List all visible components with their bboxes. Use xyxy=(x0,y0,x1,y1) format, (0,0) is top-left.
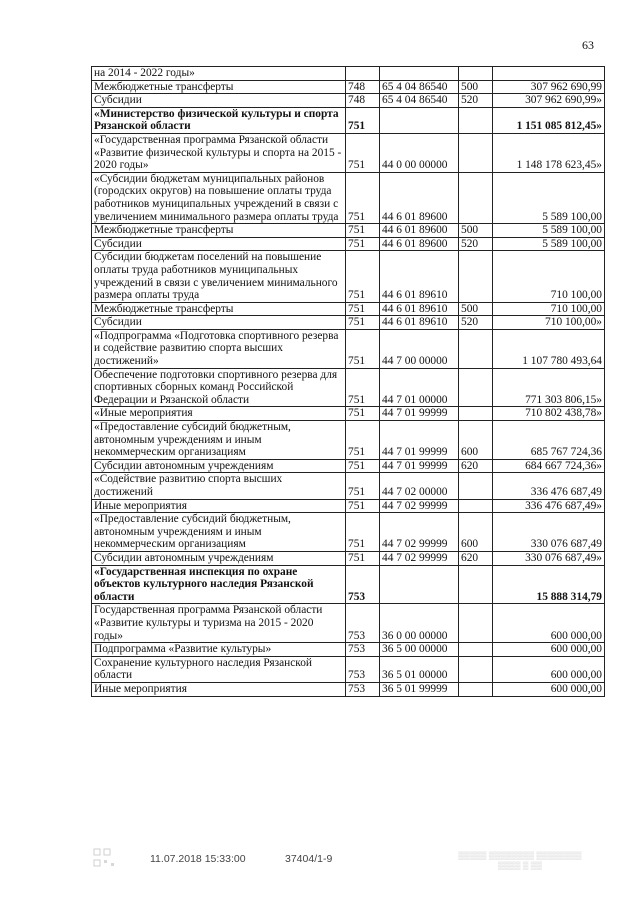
cell-amount: 600 000,00 xyxy=(493,643,605,657)
cell-amount: 336 476 687,49 xyxy=(493,473,605,499)
cell-expense-type xyxy=(459,682,493,696)
cell-code: 751 xyxy=(346,107,380,133)
cell-amount: 1 148 178 623,45» xyxy=(493,133,605,172)
cell-expense-type xyxy=(459,329,493,368)
cell-amount: 710 100,00 xyxy=(493,251,605,302)
cell-amount: 600 000,00 xyxy=(493,656,605,682)
cell-code: 751 xyxy=(346,329,380,368)
cell-amount: 710 100,00 xyxy=(493,302,605,316)
cell-article: 44 7 02 99999 xyxy=(380,499,459,513)
cell-expense-type xyxy=(459,67,493,81)
cell-name: Субсидии бюджетам поселений на повышение оплаты труда работников муниципальных учреждений в связи с увеличением минимального размера оплаты труда xyxy=(92,251,346,302)
cell-amount: 684 667 724,36» xyxy=(493,459,605,473)
cell-amount: 307 962 690,99» xyxy=(493,94,605,108)
cell-article: 44 7 02 99999 xyxy=(380,551,459,565)
cell-code: 751 xyxy=(346,172,380,223)
table-row xyxy=(92,172,605,223)
table-row xyxy=(92,224,605,238)
cell-article xyxy=(380,107,459,133)
cell-amount: 1 151 085 812,45» xyxy=(493,107,605,133)
cell-name: «Предоставление субсидий бюджетным, автономным учреждениям и иным некоммерческим организациям xyxy=(92,513,346,552)
cell-expense-type xyxy=(459,643,493,657)
cell-code: 748 xyxy=(346,80,380,94)
cell-amount: 5 589 100,00 xyxy=(493,237,605,251)
cell-expense-type xyxy=(459,656,493,682)
cell-article xyxy=(380,565,459,604)
cell-name: Сохранение культурного наследия Рязанской области xyxy=(92,656,346,682)
table-row xyxy=(92,643,605,657)
cell-amount: 1 107 780 493,64 xyxy=(493,329,605,368)
footer-doc-id: 37404/1-9 xyxy=(285,853,333,865)
footer-stamp: ▒▒▒▒▒ ▒▒▒▒▒▒▒▒ ▒▒▒▒▒▒▒▒ ▒▒▒▒ ▒ ▒▒ xyxy=(458,851,582,870)
cell-expense-type xyxy=(459,368,493,407)
cell-expense-type: 500 xyxy=(459,224,493,238)
cell-amount: 5 589 100,00 xyxy=(493,172,605,223)
table-row xyxy=(92,329,605,368)
cell-name: «Содействие развитию спорта высших достижений xyxy=(92,473,346,499)
cell-amount: 307 962 690,99 xyxy=(493,80,605,94)
budget-table-body xyxy=(92,67,605,697)
cell-code: 751 xyxy=(346,237,380,251)
cell-amount: 600 000,00 xyxy=(493,682,605,696)
cell-expense-type xyxy=(459,473,493,499)
cell-name: Субсидии автономным учреждениям xyxy=(92,459,346,473)
cell-expense-type: 520 xyxy=(459,237,493,251)
cell-expense-type xyxy=(459,107,493,133)
cell-name: «Государственная программа Рязанской области «Развитие физической культуры и спорта на 2015 - 2020 годы» xyxy=(92,133,346,172)
cell-amount: 330 076 687,49» xyxy=(493,551,605,565)
cell-amount: 600 000,00 xyxy=(493,604,605,643)
cell-article: 36 5 00 00000 xyxy=(380,643,459,657)
cell-expense-type: 520 xyxy=(459,94,493,108)
cell-article: 44 7 00 00000 xyxy=(380,329,459,368)
table-row xyxy=(92,237,605,251)
cell-code: 751 xyxy=(346,407,380,421)
cell-article: 36 5 01 99999 xyxy=(380,682,459,696)
cell-article: 65 4 04 86540 xyxy=(380,94,459,108)
cell-name: на 2014 - 2022 годы» xyxy=(92,67,346,81)
cell-article xyxy=(380,67,459,81)
budget-table xyxy=(91,66,605,697)
cell-code: 751 xyxy=(346,316,380,330)
table-row xyxy=(92,407,605,421)
footer-datetime: 11.07.2018 15:33:00 xyxy=(150,853,246,865)
cell-article: 44 6 01 89600 xyxy=(380,237,459,251)
cell-expense-type: 600 xyxy=(459,513,493,552)
cell-expense-type xyxy=(459,251,493,302)
cell-name: Межбюджетные трансферты xyxy=(92,302,346,316)
table-row xyxy=(92,459,605,473)
cell-amount: 330 076 687,49 xyxy=(493,513,605,552)
table-row xyxy=(92,316,605,330)
table-row xyxy=(92,107,605,133)
cell-name: Межбюджетные трансферты xyxy=(92,80,346,94)
cell-expense-type: 600 xyxy=(459,421,493,460)
cell-expense-type xyxy=(459,133,493,172)
table-row xyxy=(92,499,605,513)
cell-code: 751 xyxy=(346,499,380,513)
cell-expense-type: 520 xyxy=(459,316,493,330)
cell-amount: 336 476 687,49» xyxy=(493,499,605,513)
cell-code: 751 xyxy=(346,513,380,552)
cell-name: «Государственная инспекция по охране объектов культурного наследия Рязанской области xyxy=(92,565,346,604)
table-row xyxy=(92,565,605,604)
cell-code: 751 xyxy=(346,368,380,407)
table-row xyxy=(92,682,605,696)
cell-code: 751 xyxy=(346,251,380,302)
cell-code: 751 xyxy=(346,133,380,172)
table-row xyxy=(92,473,605,499)
cell-name: Иные мероприятия xyxy=(92,682,346,696)
cell-name: Государственная программа Рязанской области «Развитие культуры и туризма на 2015 - 2020 годы» xyxy=(92,604,346,643)
cell-expense-type: 620 xyxy=(459,459,493,473)
cell-article: 44 7 02 99999 xyxy=(380,513,459,552)
cell-amount: 771 303 806,15» xyxy=(493,368,605,407)
cell-code: 751 xyxy=(346,302,380,316)
table-row xyxy=(92,94,605,108)
cell-expense-type xyxy=(459,565,493,604)
cell-article: 65 4 04 86540 xyxy=(380,80,459,94)
cell-name: Обеспечение подготовки спортивного резерва для спортивных сборных команд Российской Федерации и Рязанской области xyxy=(92,368,346,407)
cell-code: 753 xyxy=(346,604,380,643)
cell-article: 36 5 01 00000 xyxy=(380,656,459,682)
cell-article: 44 6 01 89610 xyxy=(380,316,459,330)
cell-name: «Предоставление субсидий бюджетным, автономным учреждениям и иным некоммерческим организациям xyxy=(92,421,346,460)
cell-code: 751 xyxy=(346,459,380,473)
cell-code: 753 xyxy=(346,656,380,682)
cell-article: 44 0 00 00000 xyxy=(380,133,459,172)
table-row xyxy=(92,513,605,552)
cell-name: «Иные мероприятия xyxy=(92,407,346,421)
cell-name: Субсидии автономным учреждениям xyxy=(92,551,346,565)
cell-amount: 710 100,00» xyxy=(493,316,605,330)
cell-article: 44 7 01 99999 xyxy=(380,407,459,421)
table-row xyxy=(92,604,605,643)
cell-article: 44 7 02 00000 xyxy=(380,473,459,499)
table-row xyxy=(92,302,605,316)
cell-article: 44 6 01 89610 xyxy=(380,302,459,316)
cell-code xyxy=(346,67,380,81)
cell-expense-type xyxy=(459,172,493,223)
cell-code: 751 xyxy=(346,551,380,565)
cell-article: 36 0 00 00000 xyxy=(380,604,459,643)
cell-amount: 685 767 724,36 xyxy=(493,421,605,460)
cell-expense-type: 500 xyxy=(459,80,493,94)
cell-name: «Министерство физической культуры и спорта Рязанской области xyxy=(92,107,346,133)
table-row xyxy=(92,251,605,302)
cell-amount: 5 589 100,00 xyxy=(493,224,605,238)
cell-article: 44 7 01 99999 xyxy=(380,459,459,473)
table-row xyxy=(92,80,605,94)
cell-expense-type xyxy=(459,407,493,421)
cell-name: Иные мероприятия xyxy=(92,499,346,513)
cell-name: Субсидии xyxy=(92,316,346,330)
cell-code: 753 xyxy=(346,565,380,604)
table-row xyxy=(92,67,605,81)
cell-code: 753 xyxy=(346,682,380,696)
cell-code: 751 xyxy=(346,421,380,460)
cell-expense-type: 620 xyxy=(459,551,493,565)
cell-expense-type: 500 xyxy=(459,302,493,316)
table-row xyxy=(92,421,605,460)
cell-name: Межбюджетные трансферты xyxy=(92,224,346,238)
table-row xyxy=(92,368,605,407)
cell-article: 44 7 01 99999 xyxy=(380,421,459,460)
cell-code: 751 xyxy=(346,473,380,499)
table-row xyxy=(92,551,605,565)
cell-article: 44 6 01 89610 xyxy=(380,251,459,302)
cell-name: Субсидии xyxy=(92,237,346,251)
cell-expense-type xyxy=(459,604,493,643)
cell-amount xyxy=(493,67,605,81)
cell-code: 751 xyxy=(346,224,380,238)
cell-name: Субсидии xyxy=(92,94,346,108)
cell-amount: 15 888 314,79 xyxy=(493,565,605,604)
cell-name: «Субсидии бюджетам муниципальных районов (городских округов) на повышение оплаты труда работников муниципальных учреждений в связи с увеличением минимального размера оплаты труда xyxy=(92,172,346,223)
table-row xyxy=(92,656,605,682)
cell-expense-type xyxy=(459,499,493,513)
cell-article: 44 6 01 89600 xyxy=(380,172,459,223)
table-row xyxy=(92,133,605,172)
scanner-mark-icon xyxy=(92,846,120,872)
cell-name: «Подпрограмма «Подготовка спортивного резерва и содействие развитию спорта высших достижений» xyxy=(92,329,346,368)
cell-code: 748 xyxy=(346,94,380,108)
cell-article: 44 7 01 00000 xyxy=(380,368,459,407)
cell-amount: 710 802 438,78» xyxy=(493,407,605,421)
cell-article: 44 6 01 89600 xyxy=(380,224,459,238)
cell-name: Подпрограмма «Развитие культуры» xyxy=(92,643,346,657)
cell-code: 753 xyxy=(346,643,380,657)
page-number: 63 xyxy=(582,38,594,52)
